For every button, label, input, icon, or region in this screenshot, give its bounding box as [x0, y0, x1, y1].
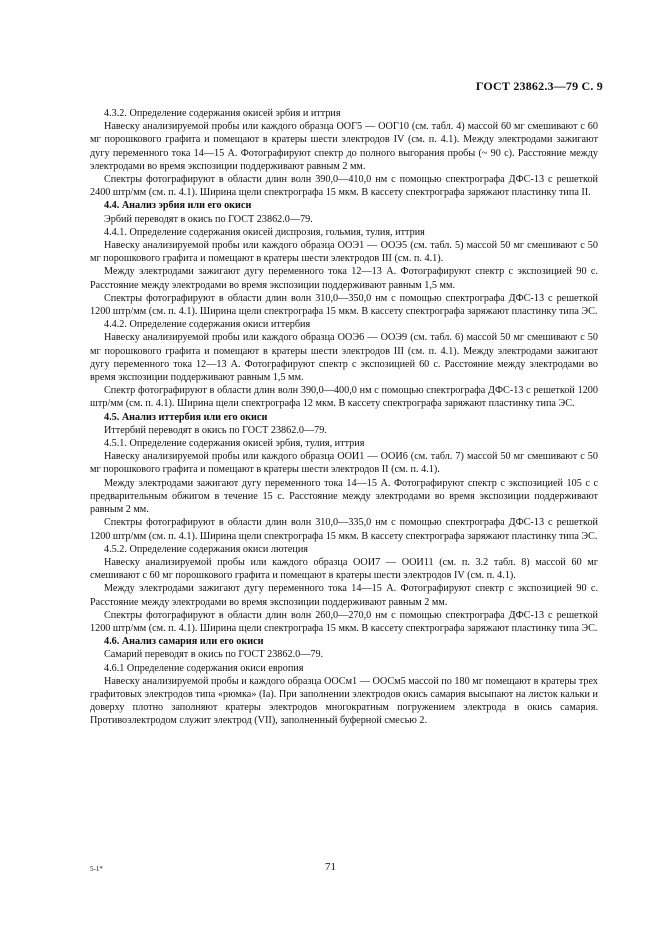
footer-mark: 5-1* — [90, 865, 103, 873]
paragraph: Навеску анализируемой пробы или каждого образца ООЭ1 — ООЭ5 (см. табл. 5) массой 50 мг смешивают с 50 мг порошкового графита и помещают в кратеры шести электродов III (см. п. 4.1). — [90, 240, 598, 265]
paragraph: Спектр фотографируют в области длин волн 390,0—400,0 нм с помощью спектрографа ДФС-13 с решеткой 1200 штр/мм (см. п. 4.1). Ширина щели спектрографа 12 мкм. В кассету спектрографа заряжают пластинку типа ЭС. — [90, 385, 598, 410]
section-heading: 4.5. Анализ иттербия или его окиси — [104, 411, 268, 423]
paragraph: Спектры фотографируют в области длин волн 310,0—350,0 нм с помощью спектрографа ДФС-13 с решеткой 1200 штр/мм (см. п. 4.1). Ширина щели спектрографа 15 мкм. В кассету спектрографа заряжают пластинку типа ЭС. — [90, 292, 598, 318]
paragraph: 4.4.2. Определение содержания окиси иттербия — [104, 319, 311, 331]
paragraph: Навеску анализируемой пробы или каждого образца ООИ1 — ООИ6 (см. табл. 7) массой 50 мг смешивают с 50 мг порошкового графита и помещают в кратеры шести электродов II (см. п. 4.1). — [90, 451, 598, 476]
paragraph: 4.4.1. Определение содержания окисей диспрозия, гольмия, тулия, иттрия — [104, 226, 425, 238]
page-header: ГОСТ 23862.3—79 С. 9 — [475, 79, 603, 93]
paragraph: 4.6.1 Определение содержания окиси европия — [104, 662, 304, 674]
paragraph: Самарий переводят в окись по ГОСТ 23862.0—79. — [104, 649, 324, 661]
paragraph: Навеску анализируемой пробы и каждого образца ООСм1 — ООСм5 массой по 180 мг помещают в кратеры трех графитовых электродов типа «рюмка» (Iа). При заполнении электродов окись самария высыпают на листок кальки и доверху плотно заполняют кратеры электродов многократным погружением электрода в окись самария. Противоэлектродом служит электрод (VII), заполненный буферной смесью 2. — [90, 675, 598, 727]
paragraph: Навеску анализируемой пробы или каждого образца ООГ5 — ООГ10 (см. табл. 4) массой 60 мг смешивают с 60 мг порошкового графита и помещают в кратеры шести электродов IV (см. п. 4.1). Между электродами зажигают дугу переменного тока 14—15 А. Фотографируют спектр до полного выгорания пробы (~ 90 с). Расстояние между электродами во время экспозиции поддерживают равным 2 мм. — [90, 121, 598, 172]
paragraph: Между электродами зажигают дугу переменного тока 14—15 А. Фотографируют спектр с экспозицией 90 с. Расстояние между электродами во время экспозиции поддерживают равным 2 мм. — [90, 583, 598, 608]
document-body — [90, 107, 598, 728]
page-number: 71 — [325, 861, 336, 873]
paragraph: Эрбий переводят в окись по ГОСТ 23862.0—79. — [104, 213, 313, 225]
paragraph: 4.5.1. Определение содержания окисей эрбия, тулия, иттрия — [104, 438, 365, 450]
paragraph: Иттербий переводят в окись по ГОСТ 23862.0—79. — [104, 424, 327, 436]
paragraph: 4.5.2. Определение содержания окиси лютеция — [104, 543, 308, 555]
section-heading: 4.4. Анализ эрбия или его окиси — [104, 200, 252, 212]
paragraph: Между электродами зажигают дугу переменного тока 12—13 А. Фотографируют спектр с экспозицией 90 с. Расстояние между электродами во время экспозиции поддерживают равным 1,5 мм. — [90, 266, 598, 291]
paragraph: Между электродами зажигают дугу переменного тока 14—15 А. Фотографируют спектр с экспозицией 105 с с предварительным обжигом в течение 15 с. Расстояние между электродами во время экспозиции поддерживают равным 2 мм. — [90, 477, 598, 516]
paragraph: Навеску анализируемой пробы или каждого образца ООЭ6 — ООЭ9 (см. табл. 6) массой 50 мг смешивают с 50 мг порошкового графита и помещают в кратеры шести электродов III (см. п. 4.1). Между электродами зажигают дугу переменного тока 12—13 А. Фотографируют спектр с экспозицией 60 с. Расстояние между электродами во время экспозиции поддерживают равным 1,5 мм. — [90, 332, 598, 384]
paragraph: Спектры фотографируют в области длин волн 260,0—270,0 нм с помощью спектрографа ДФС-13 с решеткой 1200 штр/мм (см. п. 4.1). Ширина щели спектрографа 15 мкм. В кассету спектрографа заряжают пластинку типа ЭС. — [90, 609, 598, 634]
section-heading: 4.6. Анализ самария или его окиси — [104, 636, 264, 648]
paragraph: 4.3.2. Определение содержания окисей эрбия и иттрия — [104, 108, 341, 119]
paragraph: Спектры фотографируют в области длин волн 390,0—410,0 нм с помощью спектрографа ДФС-13 с решеткой 2400 штр/мм (см. п. 4.1). Ширина щели спектрографа 15 мкм. В кассету спектрографа заряжают пластинку типа II. — [90, 174, 598, 199]
paragraph: Спектры фотографируют в области длин волн 310,0—335,0 нм с помощью спектрографа ДФС-13 с решеткой 1200 штр/мм (см. п. 4.1). Ширина щели спектрографа 15 мкм. В кассету спектрографа заряжают пластинку типа ЭС. — [90, 517, 598, 542]
paragraph: Навеску анализируемой пробы или каждого образца ООИ7 — ООИ11 (см. п. 3.2 табл. 8) массой 60 мг смешивают с 60 мг порошкового графита и помещают в кратеры шести электродов IV (см. п. 4.1). — [90, 556, 598, 582]
